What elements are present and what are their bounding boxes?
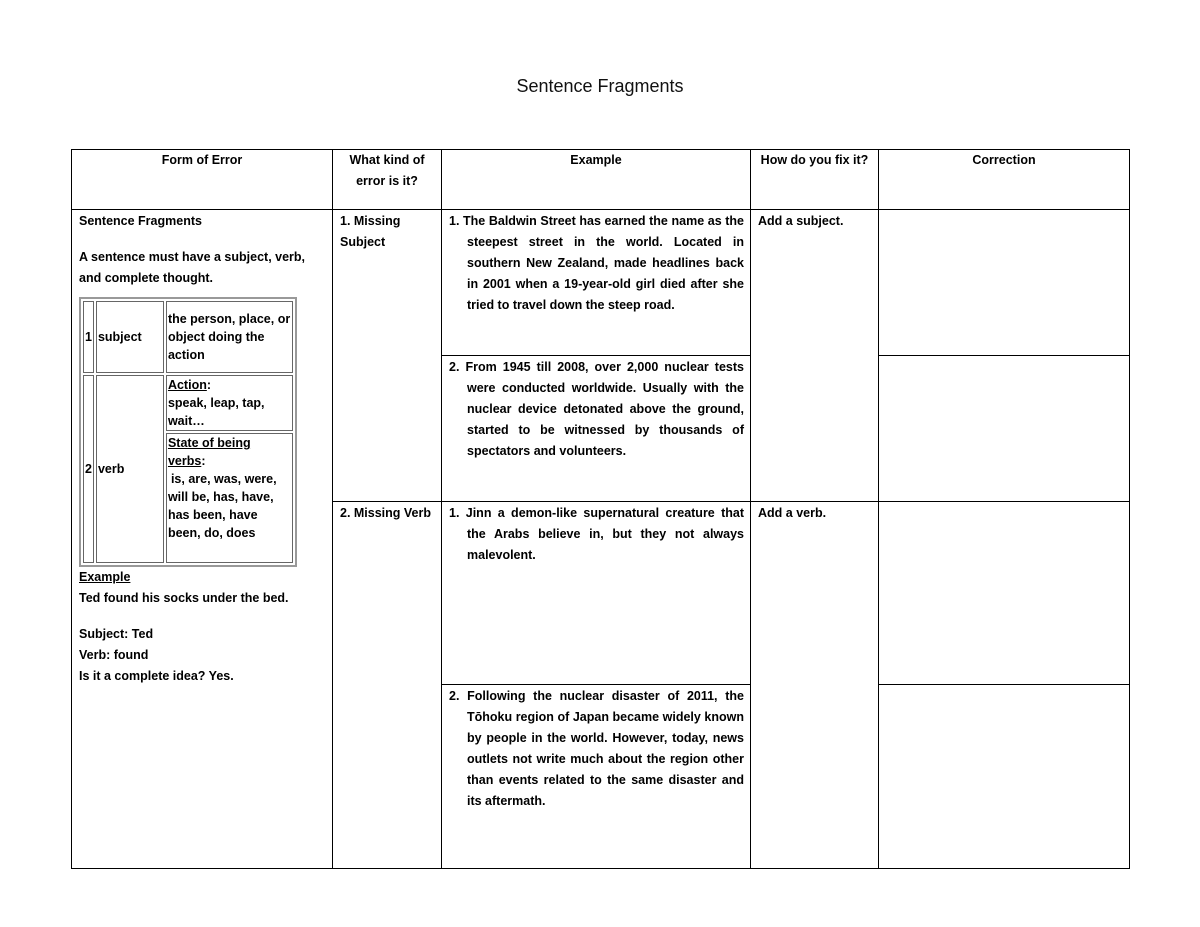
form-heading: Sentence Fragments xyxy=(79,214,202,228)
correction-cell[interactable] xyxy=(879,356,1130,502)
header-row xyxy=(72,150,1130,210)
example-cell xyxy=(442,210,751,356)
mini-label-verb: verb xyxy=(96,375,164,563)
form-of-error-cell xyxy=(72,210,333,869)
action-heading: Action xyxy=(167,378,207,392)
correction-cell[interactable] xyxy=(879,685,1130,869)
example-cell xyxy=(442,502,751,685)
correction-cell[interactable] xyxy=(879,502,1130,685)
header-form-of-error: Form of Error xyxy=(72,150,333,210)
mini-num-2: 2 xyxy=(83,375,94,563)
example-cell xyxy=(442,685,751,869)
subject-line: Subject: Ted xyxy=(79,627,154,641)
header-kind-of-error: What kind of error is it? xyxy=(333,150,442,210)
mini-num-1: 1 xyxy=(83,301,94,373)
example-text: 1. Jinn a demon-like supernatural creature that the Arabs believe in, but they not always malevolent. xyxy=(449,506,744,562)
example-text: 2. Following the nuclear disaster of 2011, the Tōhoku region of Japan became widely known by people in the world. However, today, news outlets not write much about the region other than events related to the same disaster and its aftermath. xyxy=(449,689,744,808)
example-sentence: Ted found his socks under the bed. xyxy=(79,591,289,605)
example-heading: Example xyxy=(79,570,131,584)
example-cell xyxy=(442,356,751,502)
parts-of-sentence-table xyxy=(79,297,297,567)
action-examples: speak, leap, tap, wait… xyxy=(167,396,265,428)
table-row xyxy=(72,210,1130,356)
example-text: 1. The Baldwin Street has earned the name as the steepest street in the world. Located in southern New Zealand, made headlines back in 2001 when a 19-year-old girl died after she tried to travel down the steep road. xyxy=(449,214,744,312)
mini-state-cell xyxy=(166,433,293,563)
state-examples: is, are, was, were, will be, has, have, has been, have been, do, does xyxy=(167,472,277,540)
page-title: Sentence Fragments xyxy=(516,76,684,96)
complete-line: Is it a complete idea? Yes. xyxy=(79,669,234,683)
fix-add-subject: Add a subject. xyxy=(751,210,879,502)
kind-missing-verb: 2. Missing Verb xyxy=(333,502,442,869)
mini-action-cell xyxy=(166,375,293,431)
sentence-fragments-table xyxy=(71,149,1130,869)
header-how-to-fix: How do you fix it? xyxy=(751,150,879,210)
kind-missing-subject: 1. Missing Subject xyxy=(333,210,442,502)
correction-cell[interactable] xyxy=(879,210,1130,356)
mini-def-subject: the person, place, or object doing the action xyxy=(166,301,293,373)
verb-line: Verb: found xyxy=(79,648,149,662)
mini-row-subject xyxy=(83,301,293,373)
fix-add-verb: Add a verb. xyxy=(751,502,879,869)
state-heading: State of being verbs xyxy=(167,436,251,468)
action-colon: : xyxy=(206,378,212,392)
mini-label-subject: subject xyxy=(96,301,164,373)
form-description: A sentence must have a subject, verb, and complete thought. xyxy=(79,250,306,285)
mini-row-verb xyxy=(83,375,293,431)
state-colon: : xyxy=(201,454,206,468)
header-example: Example xyxy=(442,150,751,210)
example-text: 2. From 1945 till 2008, over 2,000 nuclear tests were conducted worldwide. Usually with the nuclear device detonated above the ground, started to be witnessed by thousands of spectators and volunteers. xyxy=(449,360,744,458)
header-correction: Correction xyxy=(879,150,1130,210)
